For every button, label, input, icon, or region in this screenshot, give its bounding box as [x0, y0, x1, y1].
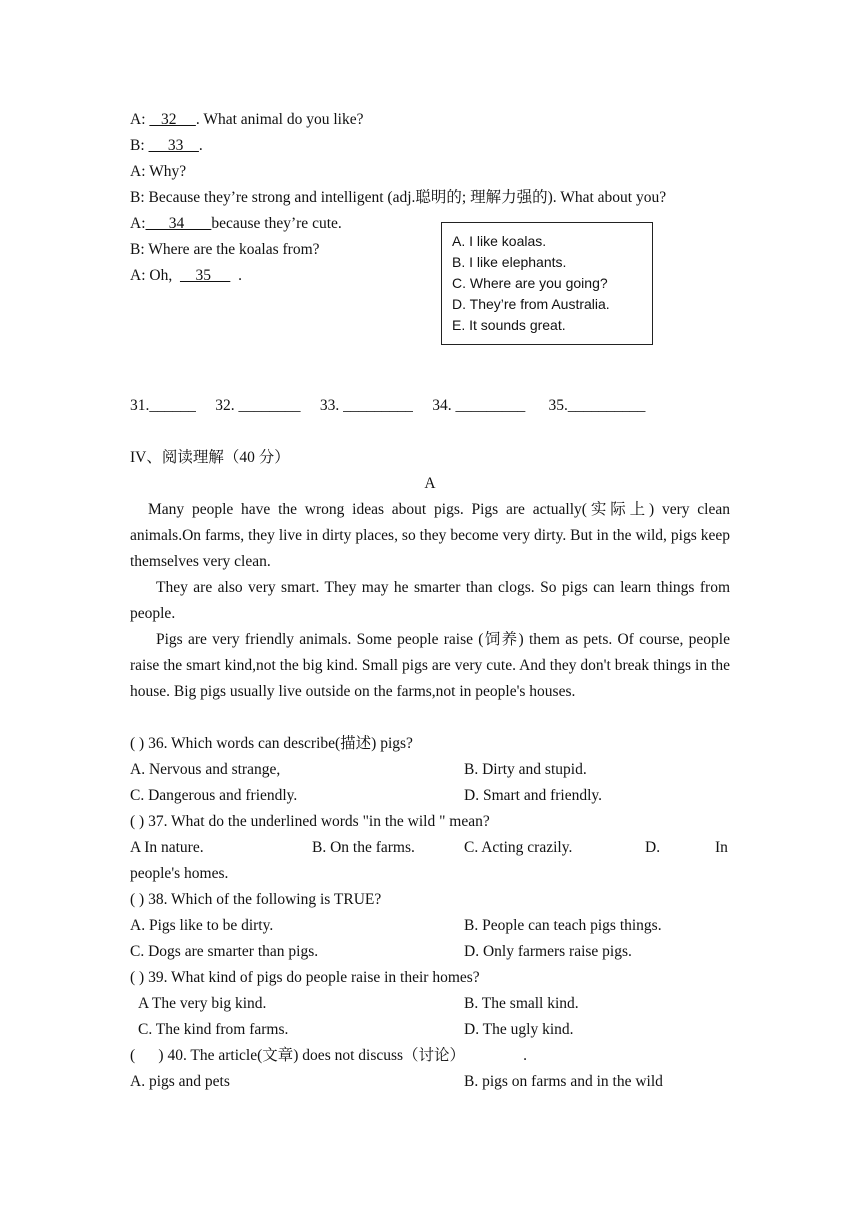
options-box — [441, 222, 653, 345]
dialogue-line-7: A: Oh, 35 . — [130, 267, 242, 284]
question-37-option-c: C. Acting crazily. — [464, 839, 573, 856]
dialogue-line-3: A: Why? — [130, 163, 187, 180]
question-37-option-b: B. On the farms. — [312, 839, 415, 856]
dialogue-line-6: B: Where are the koalas from? — [130, 241, 320, 258]
question-39-option-b: B. The small kind. — [464, 995, 579, 1012]
dialogue-line-5: A: 34 because they’re cute. — [130, 215, 342, 232]
question-39-option-d: D. The ugly kind. — [464, 1021, 574, 1038]
speaker: A: — [130, 267, 146, 284]
passage-paragraph-3: Pigs are very friendly animals. Some people raise (饲养) them as pets. Of course, people raise the smart kind,not the big kind. Small pigs are very cute. And they don't break things in the house. Big pigs usually live outside on the farms,not in people's houses. — [130, 631, 730, 700]
question-36-option-c: C. Dangerous and friendly. — [130, 787, 298, 804]
question-36-stem: ( ) 36. Which words can describe(描述) pigs? — [130, 735, 413, 752]
speaker: A: — [130, 111, 146, 128]
speaker: B: — [130, 137, 145, 154]
question-40-stem: ( ) 40. The article(文章) does not discuss（讨论） . — [130, 1047, 528, 1064]
blank-32: 32 — [149, 111, 196, 128]
question-37-option-a: A In nature. — [130, 839, 204, 856]
answer-line: 31.______ 32. ________ 33. _________ 34. _________ 35.__________ — [130, 397, 646, 414]
question-37-stem: ( ) 37. What do the underlined words "in the wild " mean? — [130, 813, 490, 830]
question-39-stem: ( ) 39. What kind of pigs do people raise in their homes? — [130, 969, 480, 986]
speaker: B: — [130, 241, 145, 258]
passage — [130, 497, 730, 705]
option-d: D. They’re from Australia. — [452, 296, 610, 312]
question-40-option-b: B. pigs on farms and in the wild — [464, 1073, 663, 1090]
option-e: E. It sounds great. — [452, 317, 566, 333]
speaker: A: — [130, 215, 146, 232]
blank-35: 35 — [179, 267, 231, 284]
question-37-option-d: D. — [645, 839, 661, 856]
question-38-option-d: D. Only farmers raise pigs. — [464, 943, 632, 960]
dialogue-line-1: A: 32 . What animal do you like? — [130, 111, 364, 128]
question-40-option-a: A. pigs and pets — [130, 1073, 230, 1090]
question-39-option-c: C. The kind from farms. — [138, 1021, 289, 1038]
question-36-option-d: D. Smart and friendly. — [464, 787, 603, 804]
blank-33: 33 — [148, 137, 199, 154]
question-38-option-b: B. People can teach pigs things. — [464, 917, 662, 934]
speaker: A: — [130, 163, 146, 180]
question-38-option-c: C. Dogs are smarter than pigs. — [130, 943, 319, 960]
question-38-stem: ( ) 38. Which of the following is TRUE? — [130, 891, 382, 908]
question-38-option-a: A. Pigs like to be dirty. — [130, 917, 274, 934]
passage-label: A — [424, 475, 436, 492]
question-36-option-b: B. Dirty and stupid. — [464, 761, 587, 778]
speaker: B: — [130, 189, 145, 206]
question-37-option-d-text-cont: people's homes. — [130, 865, 229, 882]
question-36-option-a: A. Nervous and strange, — [130, 761, 281, 778]
question-39-option-a: A The very big kind. — [138, 995, 267, 1012]
question-37-option-d-text: In — [715, 839, 728, 856]
passage-paragraph-1: Many people have the wrong ideas about pigs. Pigs are actually(实际上) very clean animals.On farms, they live in dirty places, so they become very dirty. But in the wild, pigs keep themselves very clean. — [130, 501, 730, 570]
option-b: B. I like elephants. — [452, 254, 567, 270]
blank-34: 34 — [145, 215, 212, 232]
passage-paragraph-2: They are also very smart. They may he smarter than clogs. So pigs can learn things from people. — [130, 579, 730, 622]
dialogue-line-4: B: Because they’re strong and intelligent (adj.聪明的; 理解力强的). What about you? — [130, 189, 667, 206]
option-c: C. Where are you going? — [452, 275, 608, 291]
dialogue-line-2: B: 33 . — [130, 137, 203, 154]
option-a: A. I like koalas. — [452, 233, 547, 249]
section-title: IV、阅读理解（40 分） — [130, 449, 290, 466]
